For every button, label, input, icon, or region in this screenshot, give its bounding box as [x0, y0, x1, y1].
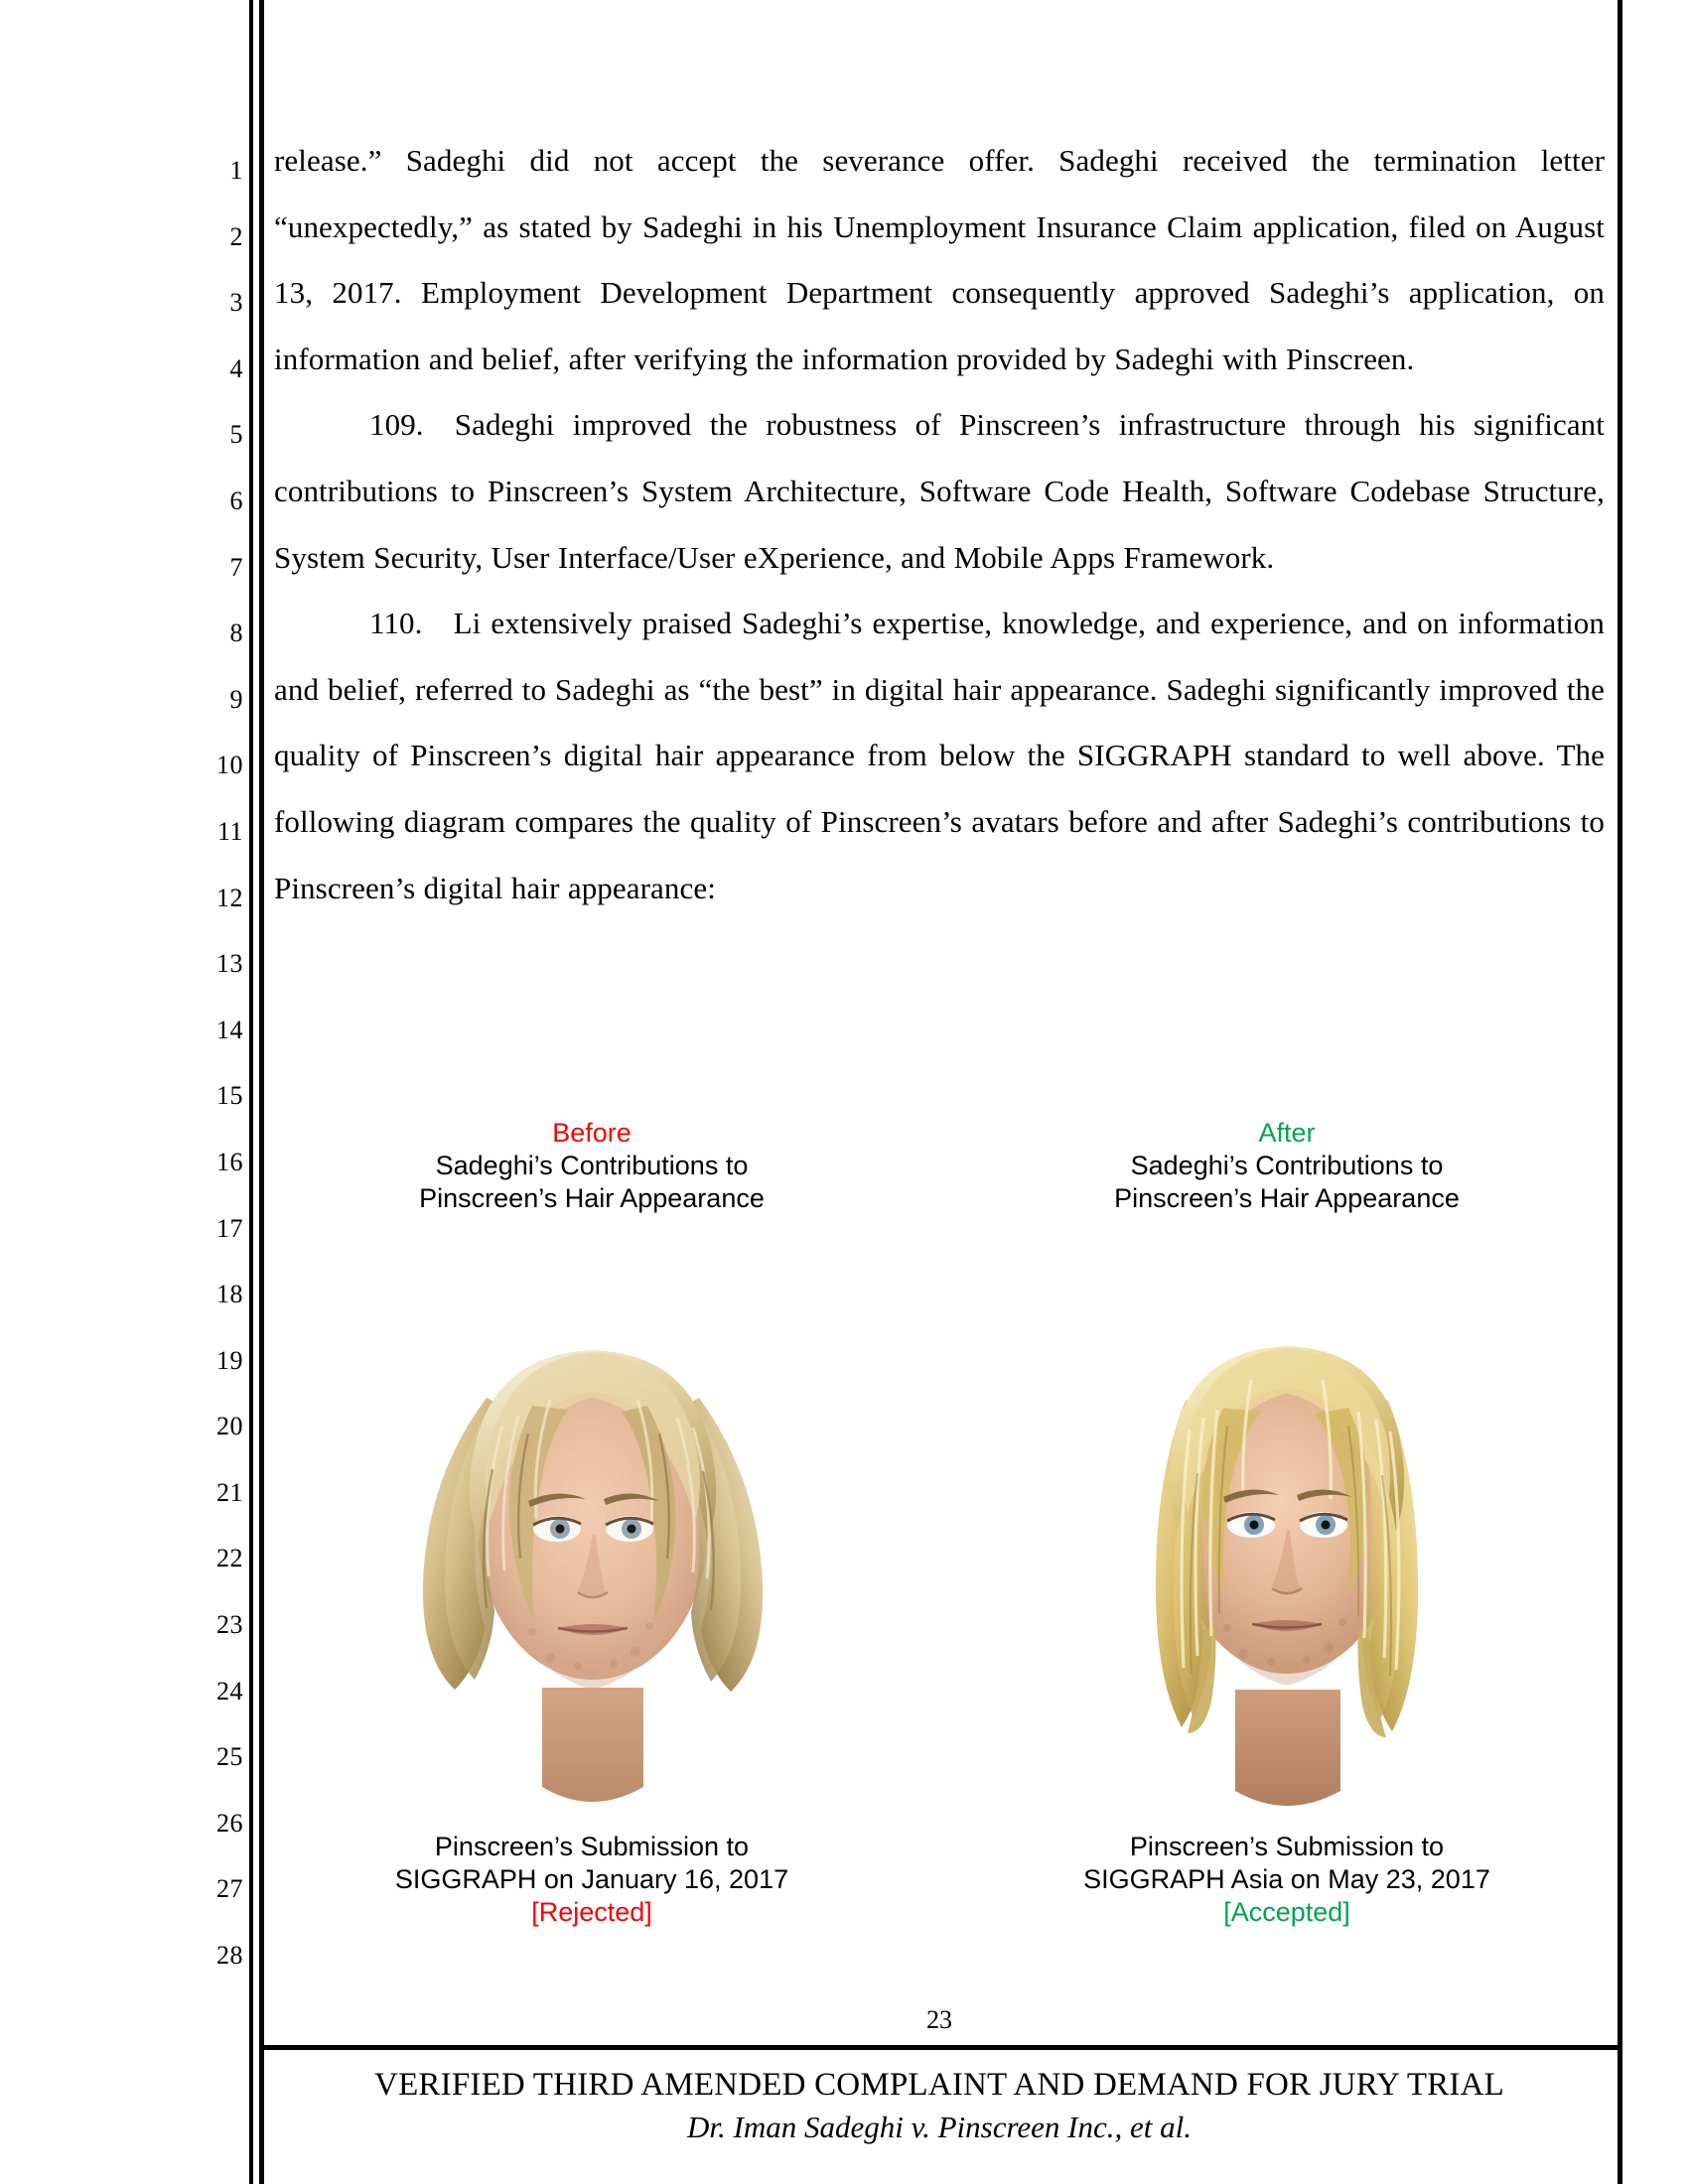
- line-number: 5: [229, 420, 243, 450]
- line-number: 15: [216, 1081, 243, 1111]
- comparison-figure: [274, 1117, 1605, 1929]
- line-number: 14: [216, 1015, 243, 1044]
- line-number: 26: [216, 1808, 243, 1838]
- line-number: 1: [229, 156, 243, 185]
- after-avatar-image: [1078, 1231, 1495, 1827]
- figure-after: [969, 1117, 1605, 1929]
- paragraph-109: 109. Sadeghi improved the robustness of Pinscreen’s infrastructure through his significant contributions to Pinscreen’s System Architecture, Software Code Health, Software Codebase Structure, System Security, User Interface/User eXperience, and Mobile Apps Framework.: [274, 407, 1605, 575]
- line-number: 6: [229, 485, 243, 515]
- page-footer: [274, 2005, 1605, 2039]
- figure-before-heading: [274, 1117, 910, 1215]
- line-number: 12: [216, 883, 243, 912]
- figure-after-heading-line1: Sadeghi’s Contributions to: [1130, 1151, 1444, 1180]
- footer-text-block: [274, 2049, 1605, 2148]
- line-number: 21: [216, 1477, 243, 1507]
- figure-after-heading: [969, 1117, 1605, 1215]
- line-number: 16: [216, 1147, 243, 1176]
- line-number: 23: [216, 1610, 243, 1640]
- right-margin-rule: [1618, 0, 1622, 2184]
- paragraph-110: 110. Li extensively praised Sadeghi’s expertise, knowledge, and experience, and on information and belief, referred to Sadeghi as “the best” in digital hair appearance. Sadeghi significantly improved the quality of Pinscreen’s digital hair appearance from below the SIGGRAPH standard to well above. The following diagram compares the quality of Pinscreen’s avatars before and after Sadeghi’s contributions to Pinscreen’s digital hair appearance:: [274, 606, 1605, 905]
- figure-after-image-wrap: [969, 1221, 1605, 1827]
- figure-after-heading-line2: Pinscreen’s Hair Appearance: [1114, 1183, 1460, 1213]
- line-number: 2: [229, 221, 243, 251]
- line-number: 3: [229, 288, 243, 318]
- line-number: 27: [216, 1874, 243, 1904]
- accepted-badge: [Accepted]: [1223, 1897, 1350, 1927]
- footer-case-caption: Dr. Iman Sadeghi v. Pinscreen Inc., et al.: [687, 2110, 1192, 2144]
- figure-before: [274, 1117, 910, 1929]
- figure-after-caption-line1: Pinscreen’s Submission to: [1129, 1832, 1445, 1861]
- left-margin-rule-outer: [249, 0, 253, 2184]
- left-margin-rule-inner: [259, 0, 264, 2184]
- before-status-label: Before: [552, 1118, 632, 1148]
- after-status-label: After: [1258, 1118, 1316, 1148]
- line-number: 28: [216, 1941, 243, 1971]
- line-number: 25: [216, 1742, 243, 1772]
- line-number: 13: [216, 949, 243, 979]
- figure-before-caption-line1: Pinscreen’s Submission to: [434, 1832, 750, 1861]
- figure-after-caption: [969, 1831, 1605, 1929]
- footer-document-title: VERIFIED THIRD AMENDED COMPLAINT AND DEMAND FOR JURY TRIAL: [374, 2067, 1504, 2103]
- figure-before-image-wrap: [274, 1221, 910, 1827]
- paragraph-continuation: release.” Sadeghi did not accept the severance offer. Sadeghi received the termination letter “unexpectedly,” as stated by Sadeghi in his Unemployment Insurance Claim application, filed on August 13, 2017. Employment Development Department consequently approved Sadeghi’s application, on information and belief, after verifying the information provided by Sadeghi with Pinscreen.: [274, 143, 1605, 376]
- rejected-badge: [Rejected]: [531, 1897, 652, 1927]
- line-number: 9: [229, 684, 243, 714]
- figure-before-caption: [274, 1831, 910, 1929]
- document-body: [274, 128, 1605, 921]
- line-number-column: [179, 138, 243, 1989]
- line-number: 11: [216, 816, 243, 846]
- line-number: 7: [229, 552, 243, 582]
- line-number: 22: [216, 1544, 243, 1573]
- line-number: 24: [216, 1676, 243, 1706]
- before-avatar-image: [383, 1231, 800, 1827]
- figure-after-caption-line2: SIGGRAPH Asia on May 23, 2017: [1083, 1864, 1490, 1894]
- line-number: 20: [216, 1412, 243, 1441]
- figure-before-heading-line1: Sadeghi’s Contributions to: [435, 1151, 749, 1180]
- line-number: 8: [229, 618, 243, 648]
- line-number: 19: [216, 1345, 243, 1375]
- page-number: 23: [926, 2005, 952, 2034]
- line-number: 18: [216, 1280, 243, 1309]
- figure-before-heading-line2: Pinscreen’s Hair Appearance: [419, 1183, 765, 1213]
- line-number: 4: [229, 353, 243, 383]
- figure-before-caption-line2: SIGGRAPH on January 16, 2017: [394, 1864, 789, 1894]
- line-number: 10: [216, 751, 243, 780]
- line-number: 17: [216, 1213, 243, 1243]
